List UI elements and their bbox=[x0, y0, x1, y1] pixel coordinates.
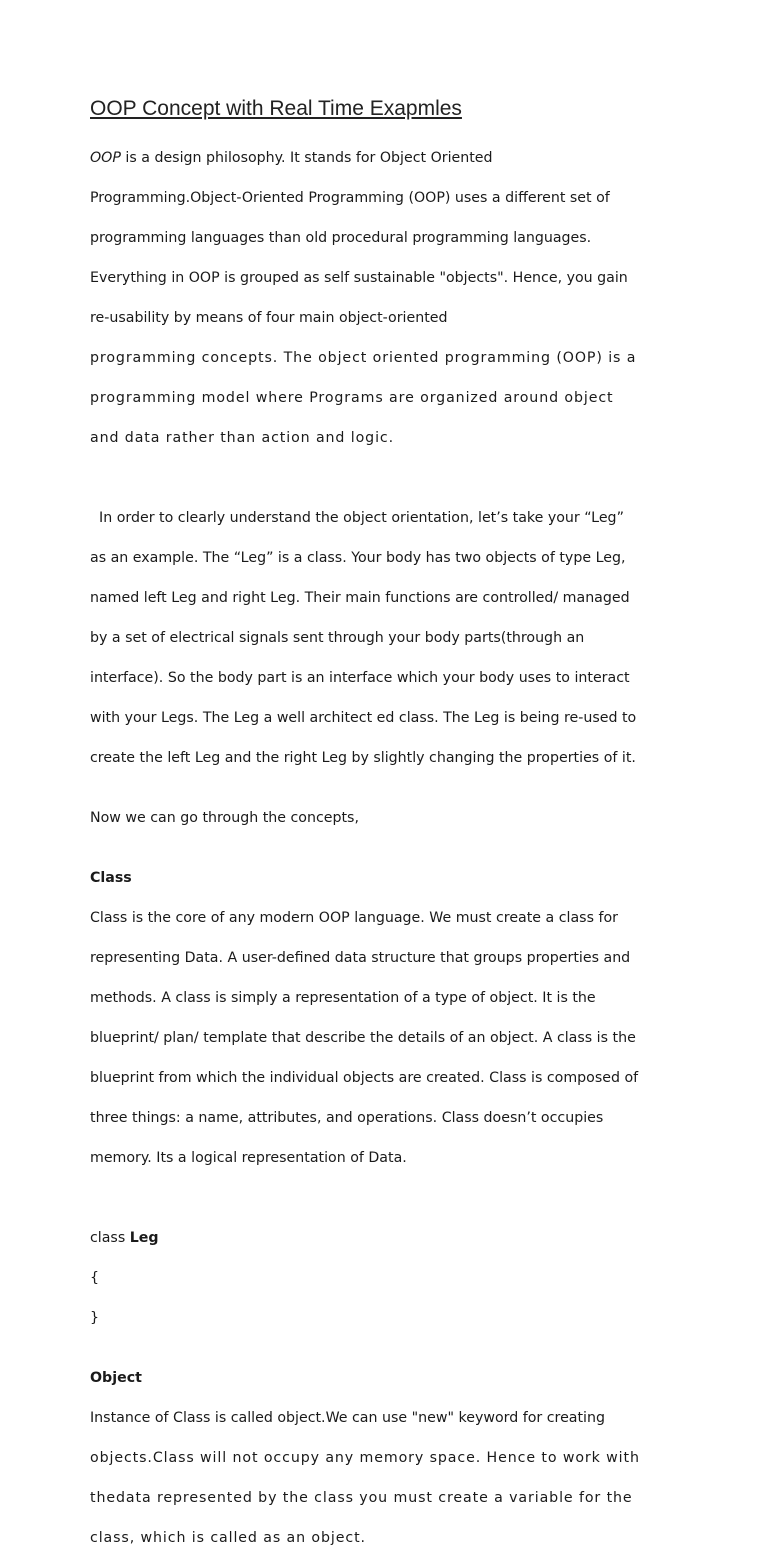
leg-line-2: as an example. The “Leg” is a class. Your body has two objects of type Leg, bbox=[90, 550, 626, 566]
object-line-1: Instance of Class is called object.We can use "new" keyword for creating bbox=[90, 1410, 605, 1426]
intro-line-7: programming model where Programs are organized around object bbox=[90, 390, 614, 406]
code-keyword: class bbox=[90, 1230, 130, 1246]
class-paragraph bbox=[90, 888, 690, 1188]
class-heading: Class bbox=[90, 870, 132, 886]
intro-line-8: and data rather than action and logic. bbox=[90, 430, 395, 446]
code-snippet bbox=[90, 1208, 690, 1348]
document-title: OOP Concept with Real Time Exapmles bbox=[90, 97, 462, 120]
object-line-4: class, which is called as an object. bbox=[90, 1530, 366, 1546]
intro-line-4: Everything in OOP is grouped as self sustainable "objects". Hence, you gain bbox=[90, 270, 628, 286]
code-open-brace: { bbox=[90, 1270, 100, 1286]
leg-example-paragraph bbox=[90, 488, 690, 788]
code-line-class bbox=[90, 1228, 690, 1248]
leg-line-7: create the left Leg and the right Leg by slightly changing the properties of it. bbox=[90, 750, 636, 766]
class-line-1: Class is the core of any modern OOP language. We must create a class for bbox=[90, 910, 618, 926]
intro-line-5: re-usability by means of four main object-oriented bbox=[90, 310, 448, 326]
intro-line-3: programming languages than old procedural programming languages. bbox=[90, 230, 592, 246]
document-page bbox=[90, 96, 690, 1568]
class-line-2: representing Data. A user-defined data structure that groups properties and bbox=[90, 950, 631, 966]
code-class-name: Leg bbox=[129, 1230, 159, 1246]
leg-line-1: In order to clearly understand the object orientation, let’s take your “Leg” bbox=[90, 510, 624, 526]
class-line-3: methods. A class is simply a representation of a type of object. It is the bbox=[90, 990, 596, 1006]
object-heading: Object bbox=[90, 1370, 142, 1386]
class-line-6: three things: a name, attributes, and operations. Class doesn’t occupies bbox=[90, 1110, 604, 1126]
class-line-5: blueprint from which the individual objects are created. Class is composed of bbox=[90, 1070, 639, 1086]
class-line-4: blueprint/ plan/ template that describe the details of an object. A class is the bbox=[90, 1030, 636, 1046]
intro-line-2: Programming.Object-Oriented Programming (OOP) uses a different set of bbox=[90, 190, 610, 206]
leg-line-3: named left Leg and right Leg. Their main functions are controlled/ managed bbox=[90, 590, 630, 606]
code-close-brace: } bbox=[90, 1310, 100, 1326]
class-line-7: memory. Its a logical representation of Data. bbox=[90, 1150, 407, 1166]
intro-line-1: OOP is a design philosophy. It stands for Object Oriented bbox=[90, 150, 493, 166]
object-paragraph bbox=[90, 1388, 690, 1568]
intro-line-6: programming concepts. The object oriented programming (OOP) is a bbox=[90, 350, 637, 366]
leg-line-6: with your Legs. The Leg a well architect ed class. The Leg is being re-used to bbox=[90, 710, 637, 726]
leg-line-5: interface). So the body part is an interface which your body uses to interact bbox=[90, 670, 630, 686]
object-line-2: objects.Class will not occupy any memory space. Hence to work with bbox=[90, 1450, 640, 1466]
transition-text: Now we can go through the concepts, bbox=[90, 810, 359, 826]
intro-paragraph bbox=[90, 128, 690, 468]
object-line-3: thedata represented by the class you must create a variable for the bbox=[90, 1490, 633, 1506]
leg-line-4: by a set of electrical signals sent through your body parts(through an bbox=[90, 630, 585, 646]
